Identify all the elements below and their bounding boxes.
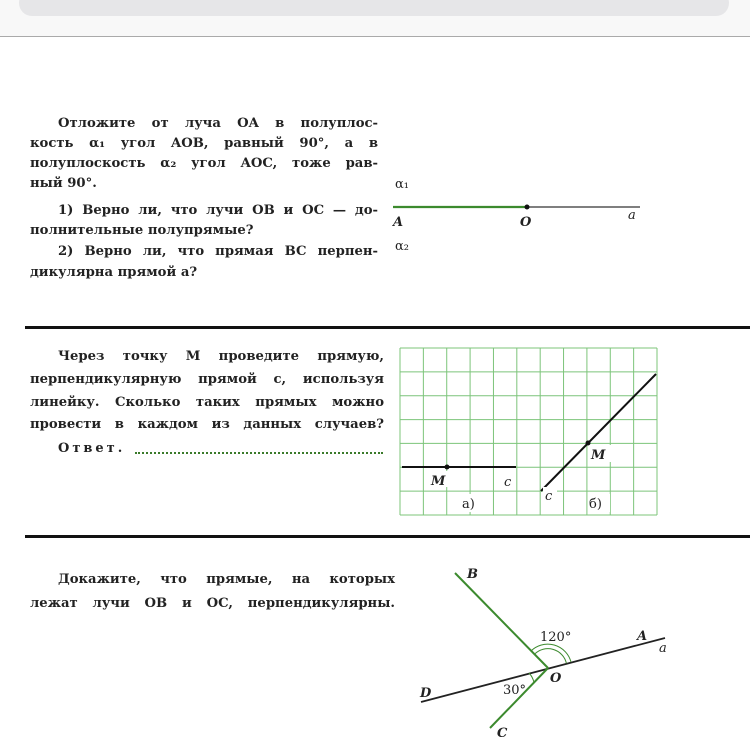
text-line: полнительные полупрямые? [30, 223, 254, 238]
text-line: линейку. Сколько таких прямых можно [30, 395, 384, 410]
text-line: 1) Верно ли, что лучи OB и OC — до- [58, 203, 378, 218]
text-line: Докажите, что прямые, на которых [58, 572, 395, 587]
text-line: лежат лучи OB и OC, перпендикулярны. [30, 596, 395, 611]
label-c-b: c [545, 489, 553, 504]
figure-ray-oa [391, 177, 640, 254]
text-line: дикулярна прямой a? [30, 265, 198, 280]
text-line: кость α₁ угол AOB, равный 90°, а в [30, 136, 378, 151]
label-angle-30: 30° [503, 683, 527, 698]
label-b: B [467, 567, 478, 582]
point-m-b [586, 441, 591, 446]
line-a [421, 638, 665, 702]
text-line: провести в каждом из данных случаев? [30, 417, 384, 432]
label-o: O [550, 671, 562, 686]
label-d: D [420, 686, 432, 701]
label-c: C [497, 726, 508, 741]
label-case-b: б) [589, 497, 602, 512]
angle-arc-120 [535, 649, 567, 664]
angle-arc-30 [529, 673, 534, 683]
text-line: перпендикулярную прямой c, используя [30, 372, 384, 387]
label-m-a: M [431, 474, 446, 489]
label-c-a: c [504, 475, 512, 490]
label-alpha2: α₂ [395, 239, 409, 254]
label-m-b: M [591, 448, 606, 463]
label-angle-120: 120° [540, 630, 572, 645]
label-a-point: A [637, 629, 648, 644]
point-o [525, 205, 530, 210]
figure-angles [419, 567, 667, 741]
label-alpha1: α₁ [395, 177, 409, 192]
text-line: Отложите от луча OA в полуплос- [58, 116, 378, 131]
label-o: O [520, 215, 532, 230]
label-a-line: a [628, 208, 636, 223]
label-a-line: a [659, 641, 667, 656]
text-line: 2) Верно ли, что прямая BC перпен- [58, 244, 378, 259]
figure-grid [400, 348, 657, 515]
ray-ob [455, 573, 548, 668]
point-m-a [445, 465, 450, 470]
text-line: полуплоскость α₂ угол AOC, тоже рав- [30, 156, 378, 171]
label-case-a: а) [462, 497, 475, 512]
text-line: Через точку M проведите прямую, [58, 349, 384, 364]
text-line: ный 90°. [30, 176, 97, 191]
answer-label: Ответ. [58, 441, 126, 456]
line-c-b [541, 374, 656, 491]
label-a-point: A [393, 215, 404, 230]
